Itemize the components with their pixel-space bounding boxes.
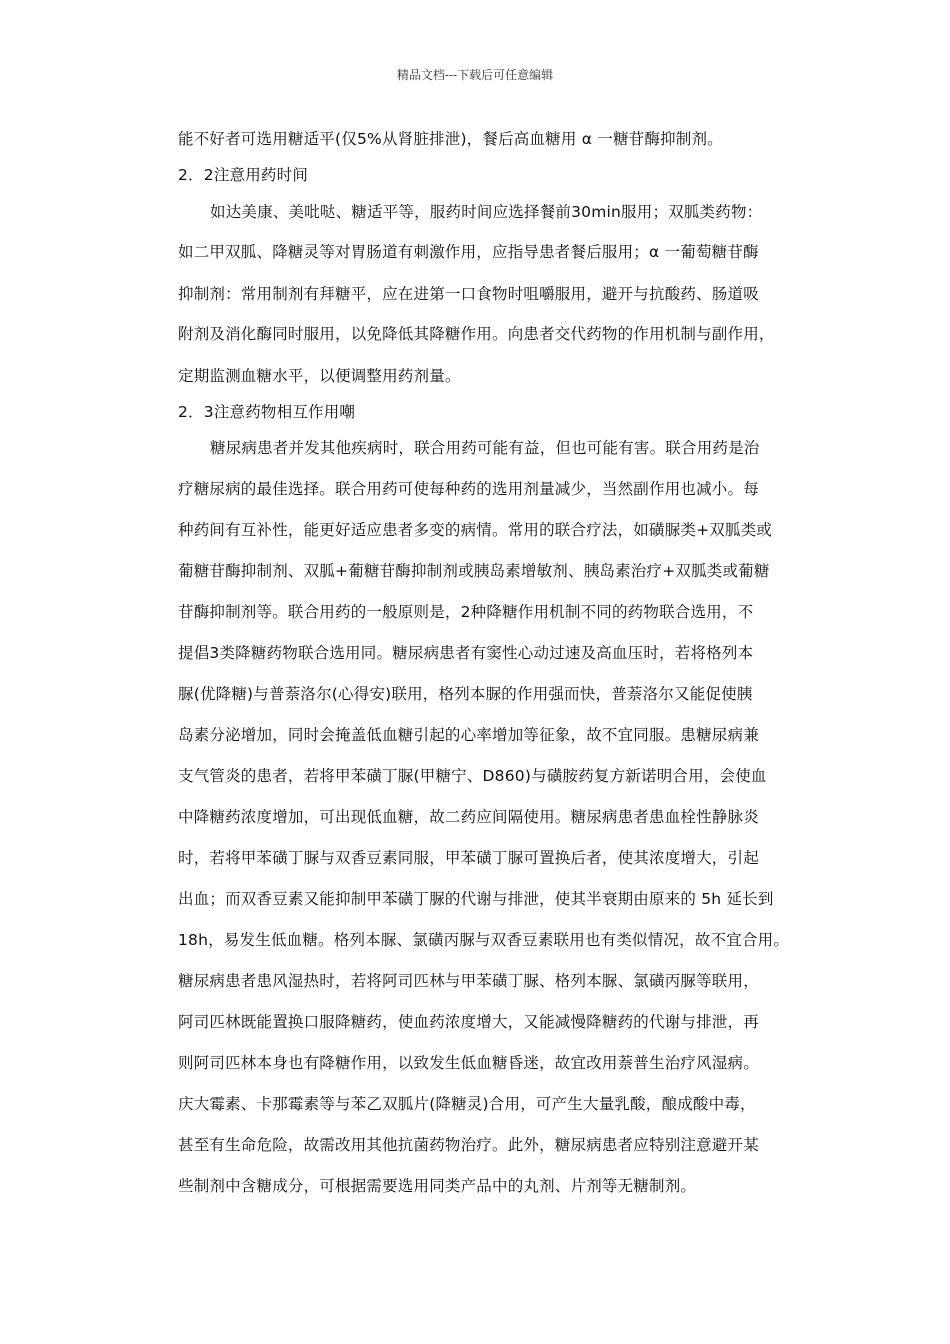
text-line: 抑制剂：常用制剂有拜糖平，应在进第一口食物时咀嚼服用，避开与抗酸药、肠道吸 xyxy=(178,285,759,303)
text-line: 定期监测血糖水平，以便调整用药剂量。 xyxy=(178,367,461,385)
text-line: 葡糖苷酶抑制剂、双胍+葡糖苷酶抑制剂或胰岛素增敏剂、胰岛素治疗+双胍类或葡糖 xyxy=(178,562,770,580)
text-line: 甚至有生命危险，故需改用其他抗菌药物治疗。此外，糖尿病患者应特别注意避开某 xyxy=(178,1136,759,1154)
text-line: 糖尿病患者患风湿热时，若将阿司匹林与甲苯磺丁脲、格列本脲、氯磺丙脲等联用， xyxy=(178,972,759,990)
text-line: 出血；而双香豆素又能抑制甲苯磺丁脲的代谢与排泄，使其半衰期由原来的 5h 延长到 xyxy=(178,890,774,908)
text-line: 岛素分泌增加，同时会掩盖低血糖引起的心率增加等征象，故不宜同服。患糖尿病兼 xyxy=(178,726,759,744)
text-line: 如达美康、美吡哒、糖适平等，服药时间应选择餐前30min服用；双胍类药物： xyxy=(210,203,763,221)
text-line: 苷酶抑制剂等。联合用药的一般原则是，2种降糖作用机制不同的药物联合选用，不 xyxy=(178,603,754,621)
text-line: 提倡3类降糖药物联合选用同。糖尿病患者有窦性心动过速及高血压时，若将格列本 xyxy=(178,644,754,662)
text-line: 糖尿病患者并发其他疾病时，联合用药可能有益，但也可能有害。联合用药是治 xyxy=(210,439,760,457)
text-line: 种药间有互补性，能更好适应患者多变的病情。常用的联合疗法，如磺脲类+双胍类或 xyxy=(178,521,773,539)
section-heading: 2．2注意用药时间 xyxy=(178,166,309,184)
text-line: 支气管炎的患者，若将甲苯磺丁脲(甲糖宁、D860)与磺胺药复方新诺明合用，会使血 xyxy=(178,767,767,785)
text-line: 附剂及消化酶同时服用，以免降低其降糖作用。向患者交代药物的作用机制与副作用， xyxy=(178,325,775,343)
text-line: 时，若将甲苯磺丁脲与双香豆素同服，甲苯磺丁脲可置换后者，使其浓度增大，引起 xyxy=(178,849,759,867)
text-line: 18h，易发生低血糖。格列本脲、氯磺丙脲与双香豆素联用也有类似情况，故不宜合用。 xyxy=(178,931,790,949)
text-line: 脲(优降糖)与普萘洛尔(心得安)联用，格列本脲的作用强而快，普萘洛尔又能促使胰 xyxy=(178,685,753,703)
text-line: 如二甲双胍、降糖灵等对胃肠道有刺激作用，应指导患者餐后服用；α 一葡萄糖苷酶 xyxy=(178,243,759,261)
page-header: 精品文档---下载后可任意编辑 xyxy=(396,68,554,82)
text-line: 则阿司匹林本身也有降糖作用，以致发生低血糖昏迷，故宜改用萘普生治疗风湿病。 xyxy=(178,1054,759,1072)
text-line: 庆大霉素、卡那霉素等与苯乙双胍片(降糖灵)合用，可产生大量乳酸，酿成酸中毒， xyxy=(178,1095,756,1113)
text-line: 些制剂中含糖成分，可根据需要选用同类产品中的丸剂、片剂等无糖制剂。 xyxy=(178,1177,697,1195)
text-line: 疗糖尿病的最佳选择。联合用药可使每种药的选用剂量减少，当然副作用也减小。每 xyxy=(178,480,759,498)
text-line: 能不好者可选用糖适平(仅5%从肾脏排泄)，餐后高血糖用 α 一糖苷酶抑制剂。 xyxy=(178,130,723,148)
section-heading: 2．3注意药物相互作用嘲 xyxy=(178,403,356,421)
text-line: 阿司匹林既能置换口服降糖药，使血药浓度增大，又能减慢降糖药的代谢与排泄，再 xyxy=(178,1013,759,1031)
text-line: 中降糖药浓度增加，可出现低血糖，故二药应间隔使用。糖尿病患者患血栓性静脉炎 xyxy=(178,808,759,826)
